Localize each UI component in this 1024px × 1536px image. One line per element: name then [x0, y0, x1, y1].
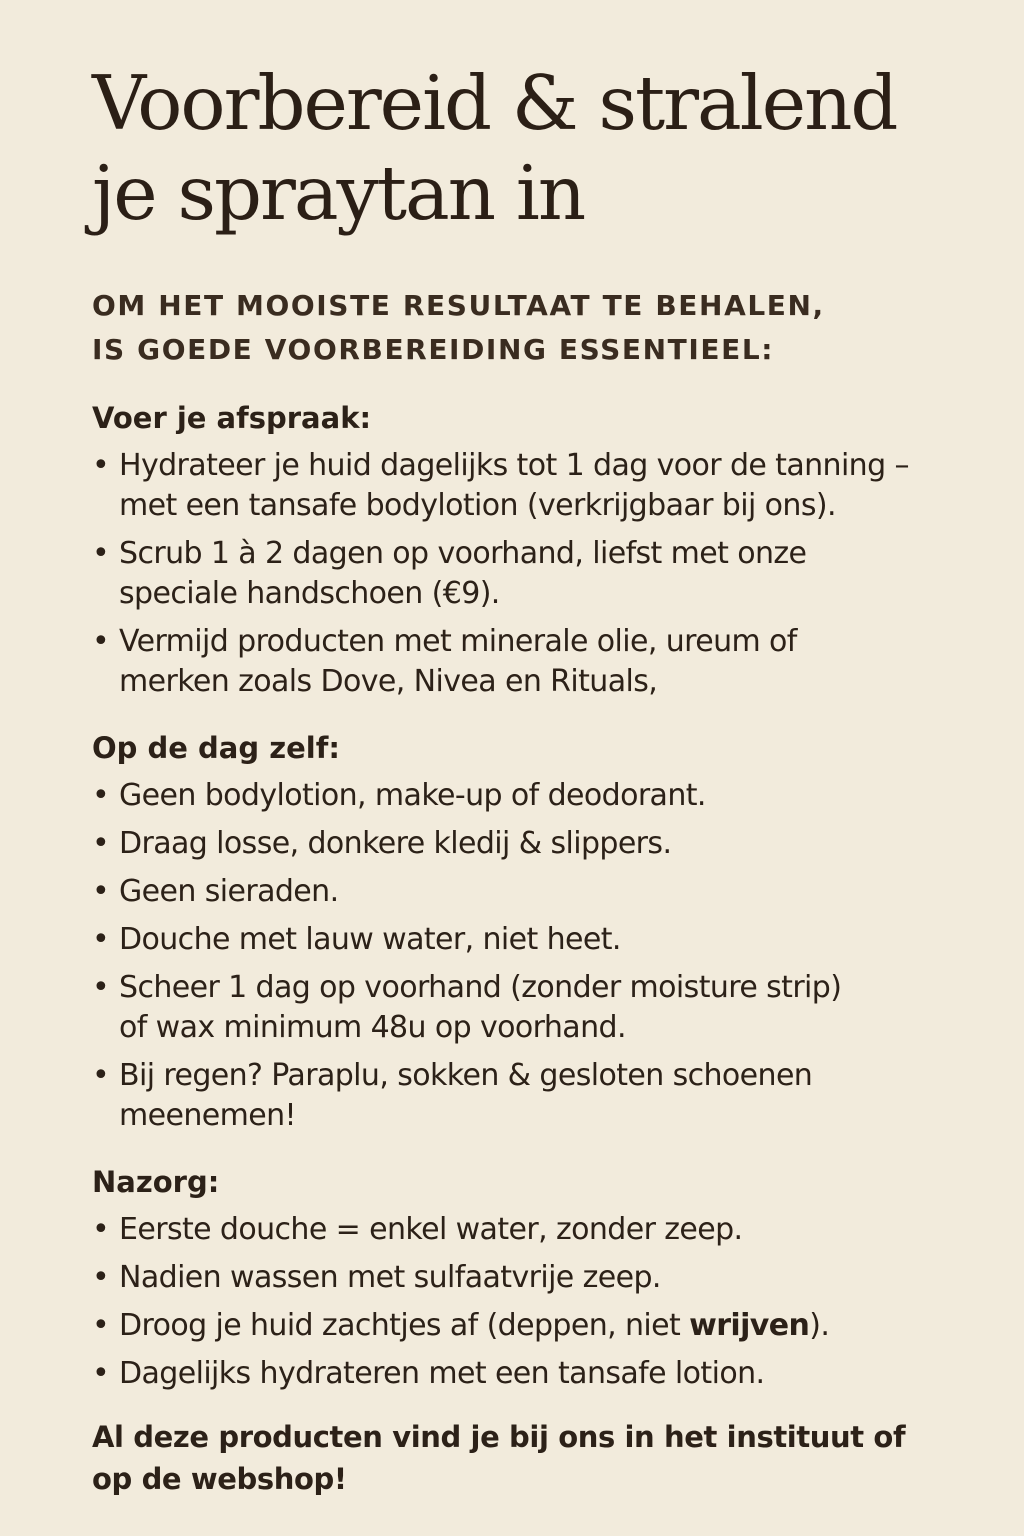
bullet-icon: • [92, 1260, 110, 1295]
bullet-icon: • [92, 1058, 110, 1093]
bullet-icon: • [92, 624, 110, 659]
list-item-line: Vermijd producten met minerale olie, ureum of [119, 624, 797, 659]
list-item [92, 968, 964, 1048]
closing-note [92, 1416, 964, 1500]
closing-note-line-2: op de webshop! [92, 1462, 347, 1496]
list-item [92, 1306, 964, 1346]
list-item [92, 446, 964, 526]
list-item-line: Nadien wassen met sulfaatvrije zeep. [119, 1260, 661, 1295]
list-item [92, 1258, 964, 1298]
list-item [92, 622, 964, 702]
list-item [92, 1210, 964, 1250]
list-item-line: Douche met lauw water, niet heet. [119, 922, 621, 957]
list-item-line: Eerste douche = enkel water, zonder zeep. [119, 1212, 743, 1247]
bullet-icon: • [92, 970, 110, 1005]
list-item-text: Droog je huid zachtjes af (deppen, niet [119, 1308, 690, 1343]
list-item [92, 1056, 964, 1136]
list-item [92, 824, 964, 864]
bullet-icon: • [92, 1308, 110, 1343]
section-heading: Nazorg: [92, 1165, 220, 1199]
list-item [92, 776, 964, 816]
list-item [92, 534, 964, 614]
section-day-itself [92, 728, 964, 1136]
title-line-2: je spraytan in [92, 149, 585, 237]
list-item-line: Scrub 1 à 2 dagen op voorhand, liefst met onze [119, 536, 807, 571]
bullet-icon: • [92, 1212, 110, 1247]
list-item-line: Hydrateer je huid dagelijks tot 1 dag voor de tanning – [119, 448, 909, 483]
section-heading: Voer je afspraak: [92, 401, 372, 435]
bullet-list [92, 1210, 964, 1394]
list-item-line: Bij regen? Paraplu, sokken & gesloten schoenen [119, 1058, 813, 1093]
list-item [92, 872, 964, 912]
page-title [92, 58, 964, 238]
emphasis-text: wrijven [689, 1308, 810, 1343]
list-item-line: Geen sieraden. [119, 874, 339, 909]
closing-note-line-1: Al deze producten vind je bij ons in het instituut of [92, 1420, 906, 1454]
list-item-line: merken zoals Dove, Nivea en Rituals, [119, 664, 658, 699]
bullet-icon: • [92, 448, 110, 483]
list-item-line: Geen bodylotion, make-up of deodorant. [119, 778, 706, 813]
bullet-list [92, 776, 964, 1136]
list-item-line: meenemen! [119, 1098, 296, 1133]
section-before-appointment [92, 398, 964, 702]
list-item-line: met een tansafe bodylotion (verkrijgbaar bij ons). [119, 488, 836, 523]
bullet-icon: • [92, 778, 110, 813]
list-item-line: speciale handschoen (€9). [119, 576, 500, 611]
subtitle-line-2: IS GOEDE VOORBEREIDING ESSENTIEEL: [92, 333, 775, 366]
bullet-icon: • [92, 922, 110, 957]
bullet-list [92, 446, 964, 702]
bullet-icon: • [92, 874, 110, 909]
subtitle-line-1: OM HET MOOISTE RESULTAAT TE BEHALEN, [92, 289, 825, 322]
list-item-line [119, 1306, 964, 1346]
intro-subtitle [92, 284, 964, 372]
title-line-1: Voorbereid & stralend [92, 59, 897, 147]
section-aftercare [92, 1162, 964, 1394]
list-item [92, 920, 964, 960]
bullet-icon: • [92, 536, 110, 571]
list-item-text: ). [809, 1308, 830, 1343]
list-item-line: Dagelijks hydrateren met een tansafe lotion. [119, 1356, 765, 1391]
list-item-line: of wax minimum 48u op voorhand. [119, 1010, 626, 1045]
bullet-icon: • [92, 826, 110, 861]
list-item [92, 1354, 964, 1394]
bullet-icon: • [92, 1356, 110, 1391]
list-item-line: Draag losse, donkere kledij & slippers. [119, 826, 672, 861]
section-heading: Op de dag zelf: [92, 731, 340, 765]
list-item-line: Scheer 1 dag op voorhand (zonder moisture strip) [119, 970, 842, 1005]
